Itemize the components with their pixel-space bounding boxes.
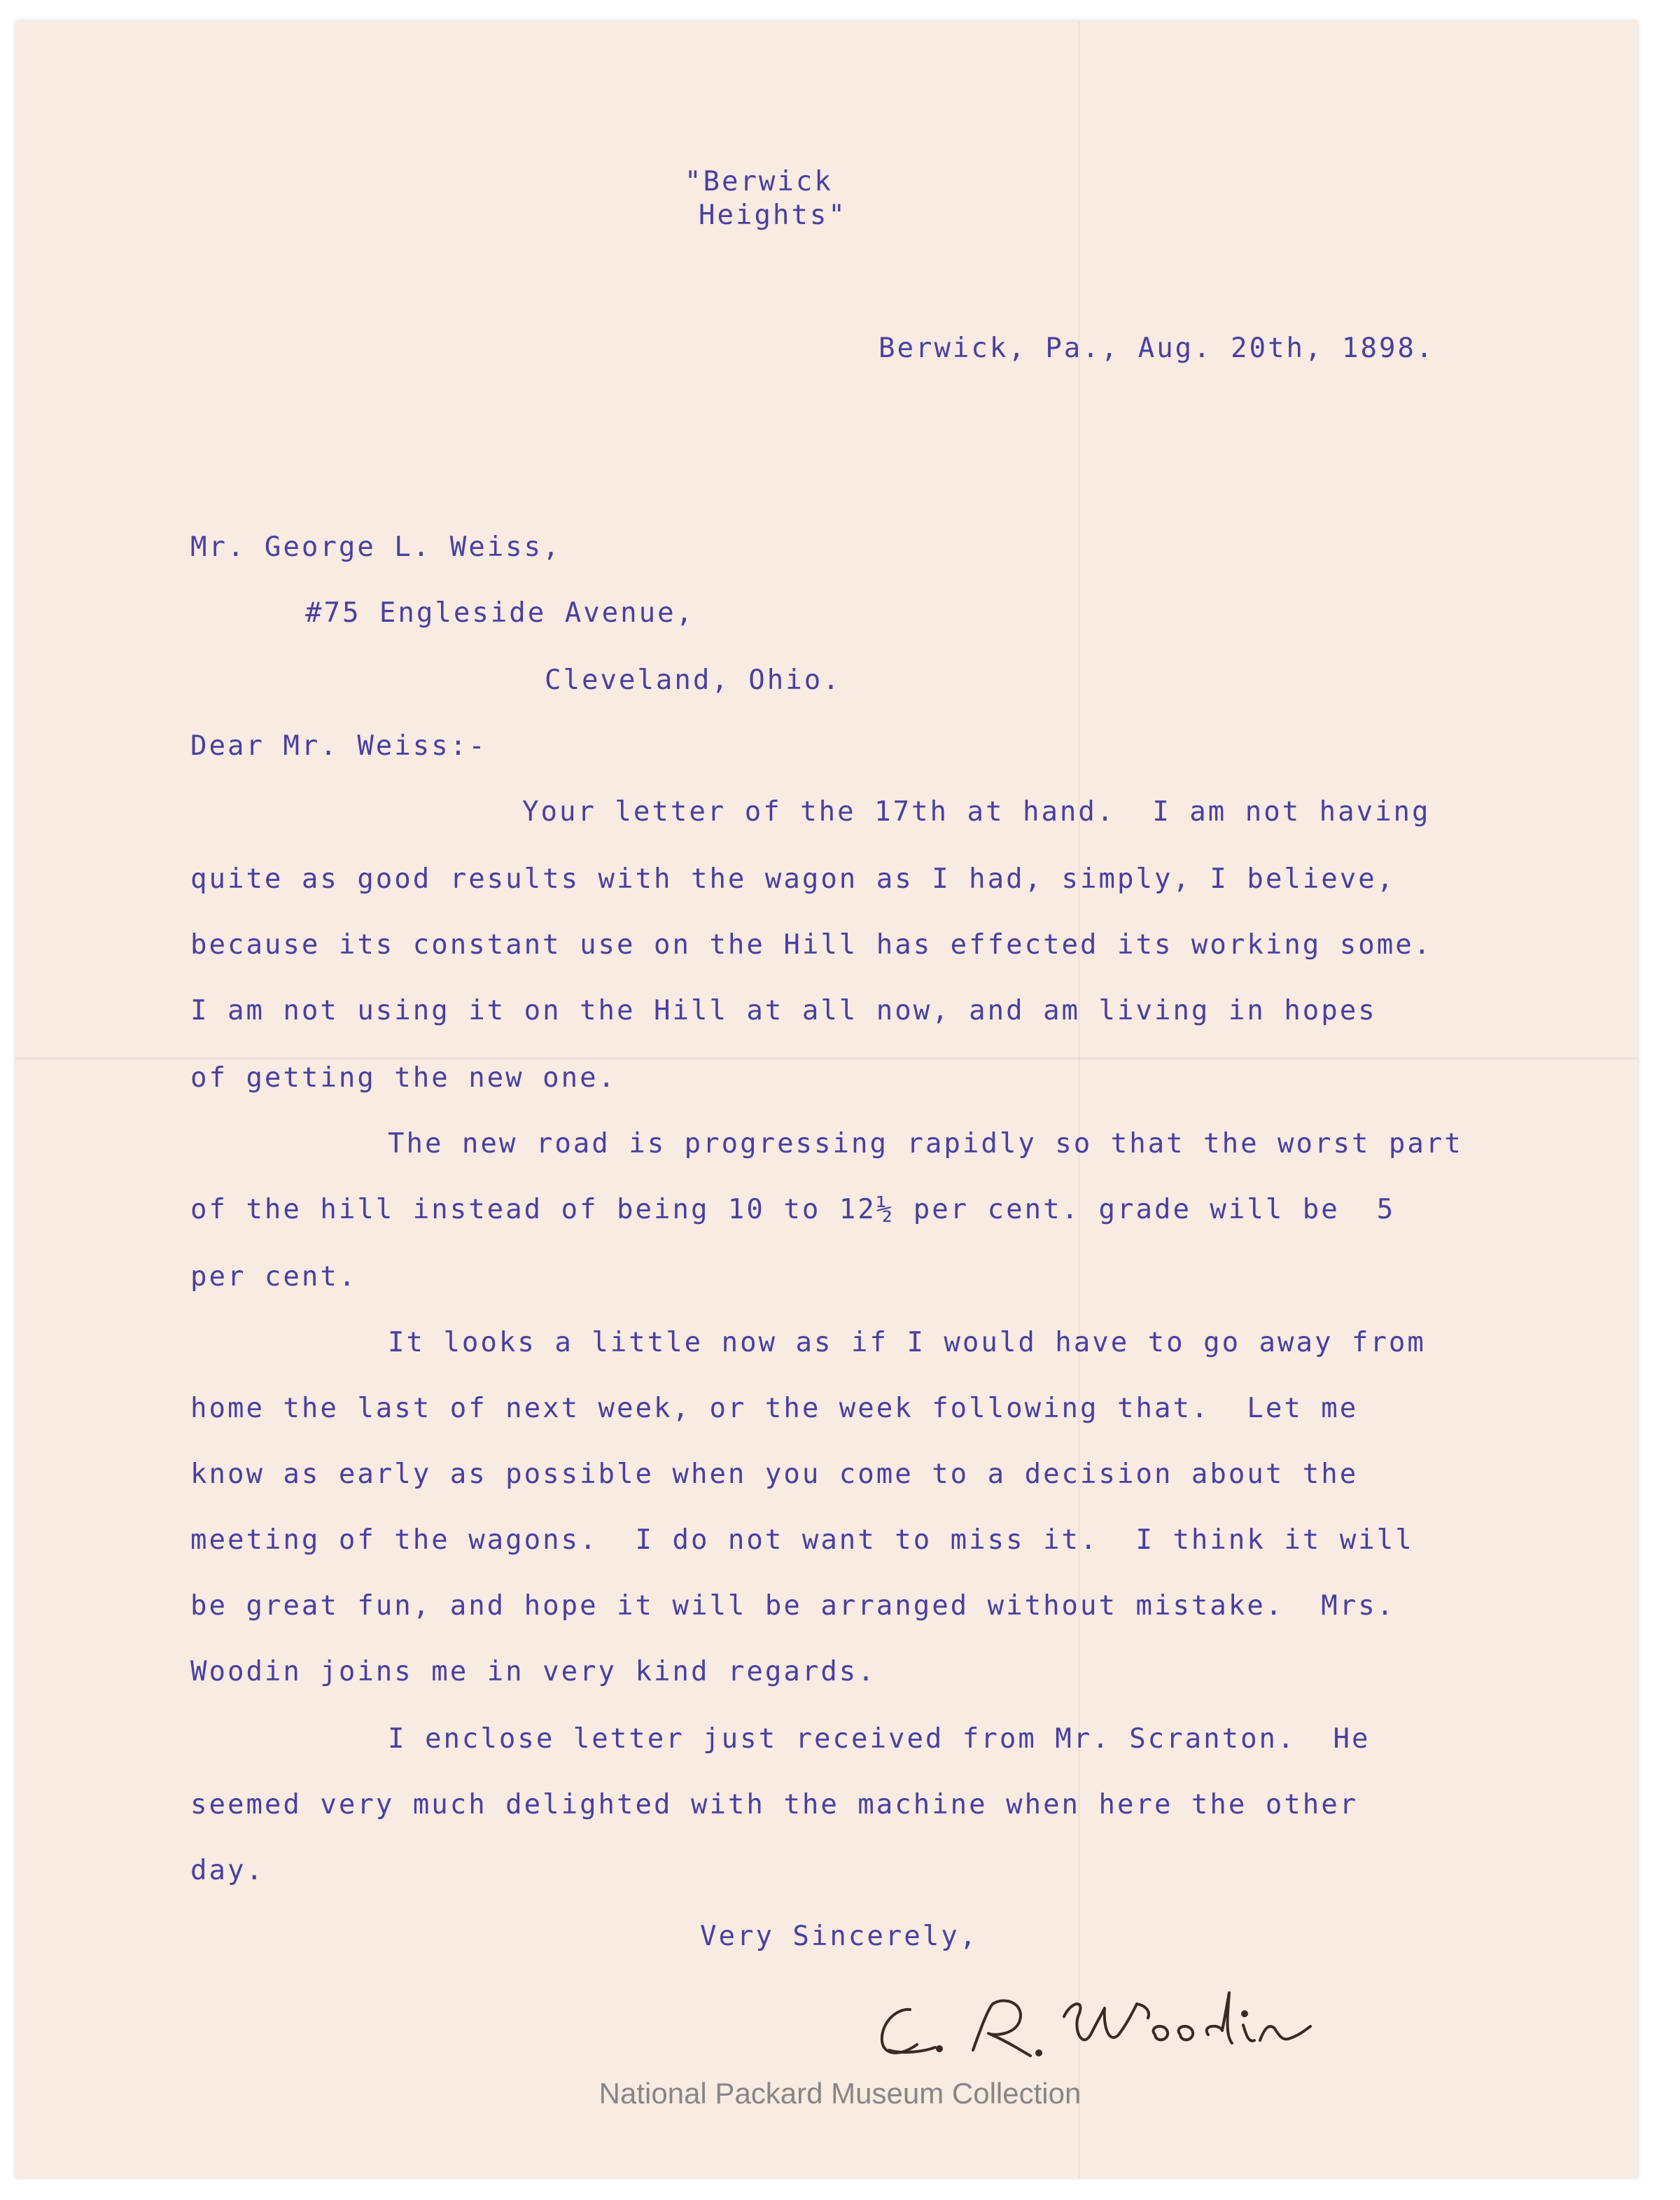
body-line: home the last of next week, or the week following that. Let me [190,1393,1359,1424]
body-line: Woodin joins me in very kind regards. [190,1656,876,1687]
body-line: be great fun, and hope it will be arranged without mistake. Mrs. [190,1590,1396,1622]
recipient-city: Cleveland, Ohio. [545,664,841,696]
body-line: quite as good results with the wagon as I had, simply, I believe, [190,863,1396,895]
body-line: meeting of the wagons. I do not want to miss it. I think it will [190,1524,1414,1556]
signature [868,1968,1316,2073]
salutation: Dear Mr. Weiss:- [190,730,487,762]
body-line: know as early as possible when you come to a decision about the [190,1458,1359,1490]
body-line: because its constant use on the Hill has effected its working some. [190,929,1433,961]
body-line: day. [190,1855,265,1886]
body-line: The new road is progressing rapidly so that the worst part [388,1128,1463,1160]
body-line: of getting the new one. [190,1062,617,1094]
fold-crease-horizontal [15,1057,1638,1059]
body-line: of the hill instead of being 10 to 12½ per cent. grade will be 5 [190,1194,1396,1225]
body-line: per cent. [190,1261,358,1293]
closing: Very Sincerely, [700,1921,979,1952]
recipient-name: Mr. George L. Weiss, [190,531,561,563]
body-line: seemed very much delighted with the machine when here the other [190,1789,1359,1820]
recipient-street: #75 Engleside Avenue, [305,597,695,629]
body-line: I enclose letter just received from Mr. Scranton. He [388,1723,1371,1755]
letterhead-line-1: "Berwick [685,166,833,197]
letterhead-line-2: Heights" [699,200,847,231]
body-line: I am not using it on the Hill at all now, and am living in hopes [190,995,1377,1026]
body-line: It looks a little now as if I would have to go away from [388,1327,1426,1358]
body-line: Your letter of the 17th at hand. I am not having [522,796,1431,828]
collection-credit: National Packard Museum Collection [598,2077,1082,2110]
dateline: Berwick, Pa., Aug. 20th, 1898. [878,333,1435,364]
